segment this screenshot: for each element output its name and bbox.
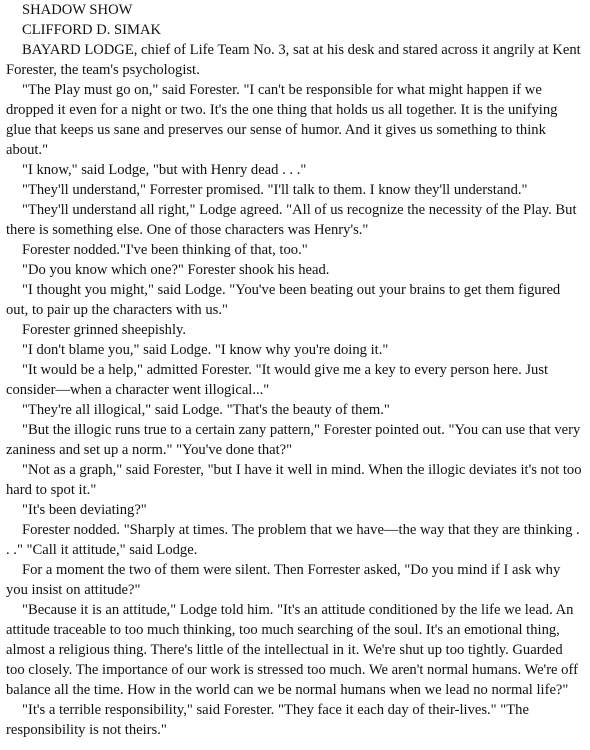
document-page bbox=[6, 0, 584, 738]
paragraph: "Not as a graph," said Forester, "but I have it well in mind. When the illogic deviates it's not too hard to spot it." bbox=[6, 462, 582, 498]
paragraph: "They're all illogical," said Lodge. "That's the beauty of them." bbox=[22, 402, 390, 418]
story-author: CLIFFORD D. SIMAK bbox=[22, 22, 162, 38]
paragraph: "I know," said Lodge, "but with Henry dead . . ." bbox=[22, 162, 307, 178]
paragraph: Forester nodded."I've been thinking of that, too." bbox=[22, 242, 308, 258]
paragraph: "But the illogic runs true to a certain zany pattern," Forester pointed out. "You can use that very zaniness and set up a norm." "You've done that?" bbox=[6, 422, 581, 458]
paragraph: "It's been deviating?" bbox=[22, 502, 147, 518]
story-title: SHADOW SHOW bbox=[22, 2, 133, 18]
paragraph: "They'll understand all right," Lodge agreed. "All of us recognize the necessity of the Play. But there is something else. One of those characters was Henry's." bbox=[6, 202, 577, 238]
paragraph: "They'll understand," Forrester promised. "I'll talk to them. I know they'll understand." bbox=[22, 182, 528, 198]
paragraph: "Do you know which one?" Forester shook his head. bbox=[22, 262, 330, 278]
paragraph: Forester grinned sheepishly. bbox=[22, 322, 187, 338]
paragraph: "It's a terrible responsibility," said Forester. "They face it each day of their-lives." "The responsibility is not theirs." bbox=[6, 702, 529, 738]
paragraph: "Because it is an attitude," Lodge told him. "It's an attitude conditioned by the life we lead. An attitude traceable to too much thinking, too much searching of the soul. It's an emotional thing, almost a religious thing. There's little of the intellectual in it. We're shut up too tightly. Guarded too closely. The importance of our work is stressed too much. We aren't normal humans. We're off balance all the time. How in the world can we be normal humans when we lead no normal life?" bbox=[6, 602, 578, 698]
paragraph: For a moment the two of them were silent. Then Forrester asked, "Do you mind if I ask why you insist on attitude?" bbox=[6, 562, 561, 598]
paragraph: "It would be a help," admitted Forester. "It would give me a key to every person here. Just consider—when a character went illogical..." bbox=[6, 362, 549, 398]
paragraph: BAYARD LODGE, chief of Life Team No. 3, sat at his desk and stared across it angrily at Kent Forester, the team's psychologist. bbox=[6, 42, 581, 78]
paragraph: Forester nodded. "Sharply at times. The problem that we have—the way that they are thinking . . ." "Call it attitude," said Lodge. bbox=[6, 522, 580, 558]
paragraph: "I don't blame you," said Lodge. "I know why you're doing it." bbox=[22, 342, 389, 358]
paragraph: "The Play must go on," said Forester. "I can't be responsible for what might happen if we dropped it even for a night or two. It's the one thing that holds us all together. It is the unifying glue that keeps us sane and preserves our sense of humor. And it gives us something to think about." bbox=[6, 82, 558, 158]
paragraph: "I thought you might," said Lodge. "You've been beating out your brains to get them figured out, to pair up the characters with us." bbox=[6, 282, 561, 318]
